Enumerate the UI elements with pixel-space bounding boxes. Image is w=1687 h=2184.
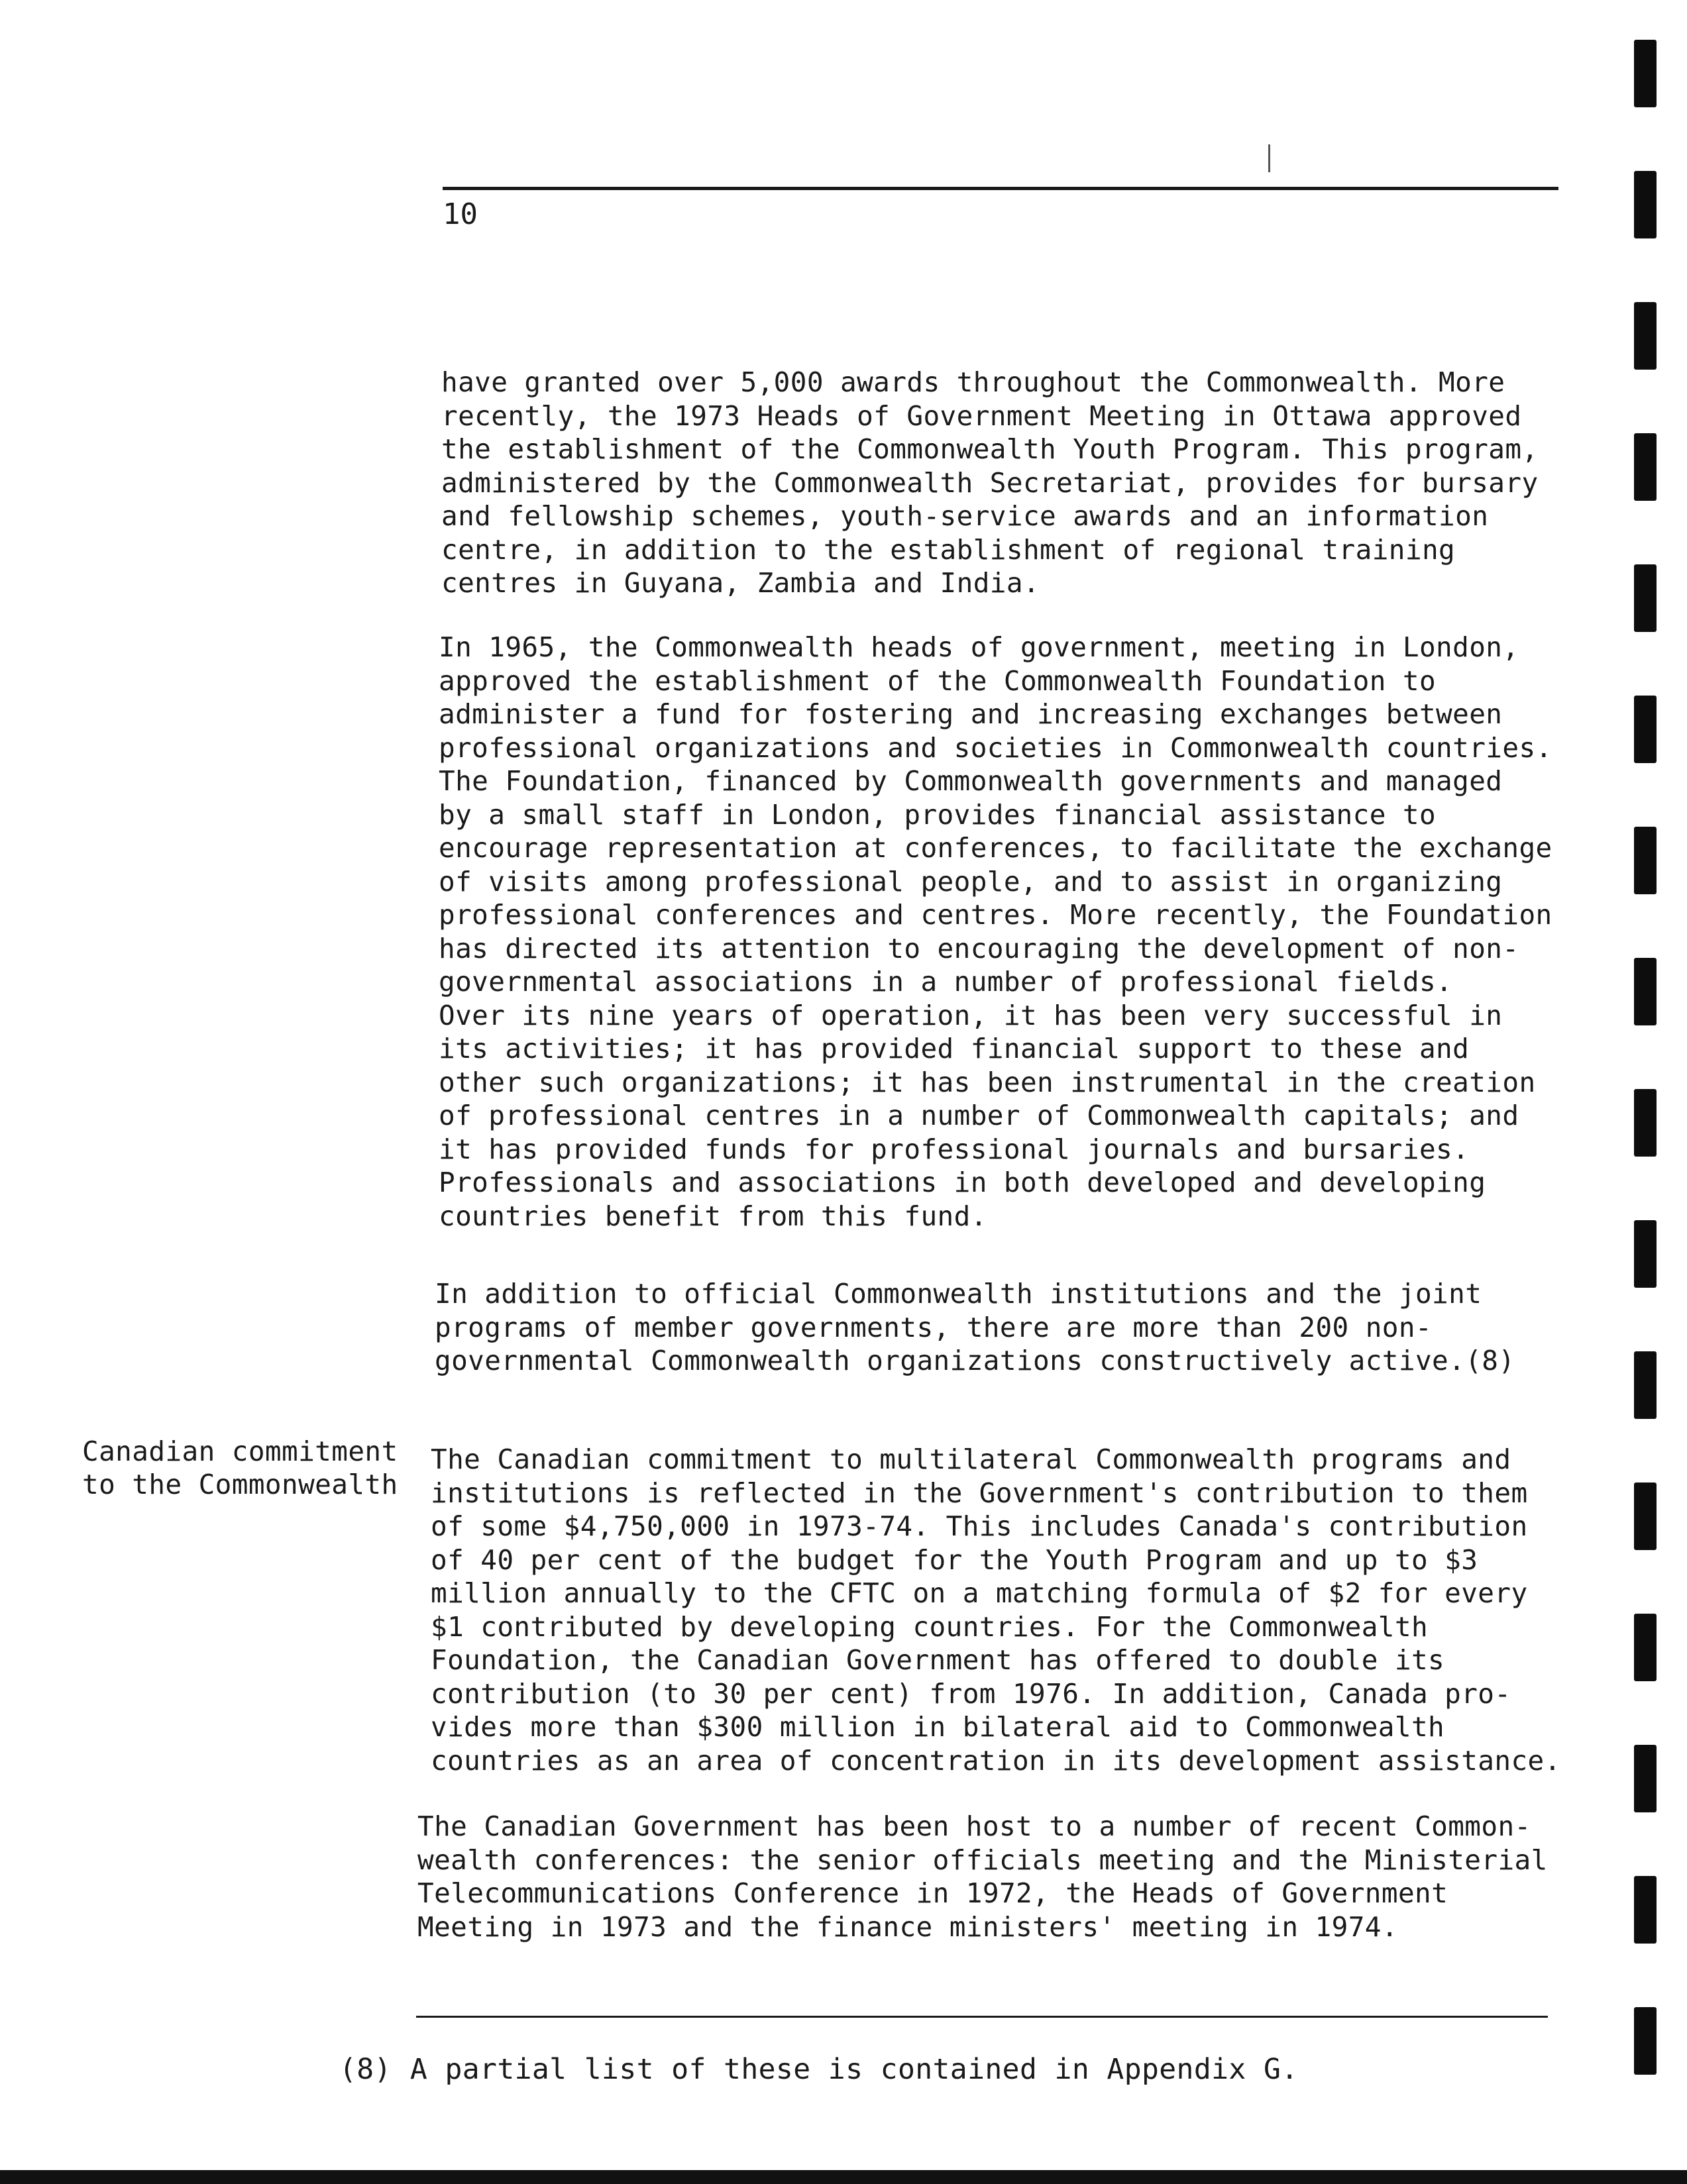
text-line: governmental associations in a number of professional fields. xyxy=(439,966,1453,998)
text-line: countries as an area of concentration in its development assistance. xyxy=(431,1744,1561,1777)
text-line: of 40 per cent of the budget for the Youth Program and up to $3 xyxy=(431,1543,1478,1576)
binding-hole xyxy=(1634,696,1657,763)
footnote-rule xyxy=(416,2016,1548,2018)
margin-note-line: Canadian commitment xyxy=(82,1435,398,1467)
text-line: recently, the 1973 Heads of Government Meeting in Ottawa approved xyxy=(441,399,1522,432)
text-line: contribution (to 30 per cent) from 1976. In addition, Canada pro- xyxy=(431,1677,1511,1710)
text-line: approved the establishment of the Commonwealth Foundation to xyxy=(439,664,1437,697)
text-line: administered by the Commonwealth Secretariat, provides for bursary xyxy=(441,466,1539,499)
binding-hole xyxy=(1634,1614,1657,1681)
binding-hole xyxy=(1634,433,1657,501)
binding-hole xyxy=(1634,1876,1657,1944)
text-line: by a small staff in London, provides financial assistance to xyxy=(439,798,1437,831)
binding-hole xyxy=(1634,40,1657,107)
binding-hole xyxy=(1634,1089,1657,1157)
text-line: million annually to the CFTC on a matching formula of $2 for every xyxy=(431,1577,1528,1609)
text-line: administer a fund for fostering and increasing exchanges between xyxy=(439,698,1503,730)
footnote xyxy=(339,2051,1299,2088)
binding-hole xyxy=(1634,2007,1657,2075)
text-line: wealth conferences: the senior officials meeting and the Ministerial xyxy=(417,1844,1548,1876)
text-line: In 1965, the Commonwealth heads of government, meeting in London, xyxy=(439,631,1519,663)
text-line: has directed its attention to encouraging the development of non- xyxy=(439,932,1519,964)
text-line: centre, in addition to the establishment of regional training xyxy=(441,533,1456,566)
text-line: Professionals and associations in both developed and developing xyxy=(439,1167,1486,1198)
footnote-text: A partial list of these is contained in Appendix G. xyxy=(409,2053,1299,2086)
paragraph-commonwealth-foundation xyxy=(439,631,1552,1233)
text-line: it has provided funds for professional journals and bursaries. xyxy=(439,1133,1470,1165)
text-line: countries benefit from this fund. xyxy=(439,1200,987,1232)
binding-hole xyxy=(1634,958,1657,1025)
text-line: Meeting in 1973 and the finance ministers' meeting in 1974. xyxy=(417,1910,1398,1943)
text-line: The Foundation, financed by Commonwealth governments and managed xyxy=(439,765,1503,797)
text-line: Over its nine years of operation, it has been very successful in xyxy=(439,999,1503,1031)
text-line: governmental Commonwealth organizations constructively active.(8) xyxy=(435,1345,1515,1377)
text-line: have granted over 5,000 awards throughout the Commonwealth. More xyxy=(441,366,1505,398)
text-line: other such organizations; it has been instrumental in the creation xyxy=(439,1066,1536,1098)
paragraph-youth-program xyxy=(441,366,1539,600)
binding-hole xyxy=(1634,1482,1657,1550)
text-line: of professional centres in a number of Commonwealth capitals; and xyxy=(439,1100,1519,1131)
header-rule xyxy=(443,187,1558,190)
text-line: encourage representation at conferences, to facilitate the exchange xyxy=(439,832,1552,864)
footnote-marker: (8) xyxy=(339,2053,392,2086)
text-line: of some $4,750,000 in 1973-74. This includes Canada's contribution xyxy=(431,1510,1528,1542)
paragraph-canadian-commitment xyxy=(431,1443,1561,1777)
binding-hole xyxy=(1634,564,1657,632)
text-line: The Canadian commitment to multilateral Commonwealth programs and xyxy=(431,1443,1511,1475)
text-line: the establishment of the Commonwealth Youth Program. This program, xyxy=(441,433,1539,465)
margin-note-canadian-commitment xyxy=(82,1435,398,1501)
text-line: and fellowship schemes, youth-service awards and an information xyxy=(441,500,1489,532)
text-line: professional conferences and centres. More recently, the Foundation xyxy=(439,899,1552,931)
binding-hole xyxy=(1634,171,1657,238)
binding-hole xyxy=(1634,1745,1657,1812)
text-line: Telecommunications Conference in 1972, the Heads of Government xyxy=(417,1877,1448,1909)
text-line: $1 contributed by developing countries. For the Commonwealth xyxy=(431,1610,1429,1643)
text-line: institutions is reflected in the Government's contribution to them xyxy=(431,1477,1528,1509)
paragraph-non-governmental-organizations xyxy=(435,1277,1515,1378)
binding-hole xyxy=(1634,827,1657,894)
page-number: 10 xyxy=(443,197,478,231)
binding-hole xyxy=(1634,1351,1657,1419)
paragraph-canadian-host-conferences xyxy=(417,1810,1548,1944)
scan-bottom-edge xyxy=(0,2170,1687,2184)
text-line: professional organizations and societies in Commonwealth countries. xyxy=(439,731,1552,764)
text-line: of visits among professional people, and to assist in organizing xyxy=(439,865,1503,898)
margin-note-line: to the Commonwealth xyxy=(82,1469,398,1500)
text-line: vides more than $300 million in bilateral aid to Commonwealth xyxy=(431,1711,1445,1743)
text-line: centres in Guyana, Zambia and India. xyxy=(441,567,1040,599)
crop-mark xyxy=(1268,144,1270,172)
binding-holes xyxy=(1634,40,1660,2133)
binding-hole xyxy=(1634,302,1657,370)
text-line: The Canadian Government has been host to a number of recent Common- xyxy=(417,1810,1531,1842)
text-line: In addition to official Commonwealth institutions and the joint xyxy=(435,1278,1482,1310)
text-line: programs of member governments, there are more than 200 non- xyxy=(435,1311,1433,1343)
binding-hole xyxy=(1634,1220,1657,1288)
text-line: Foundation, the Canadian Government has offered to double its xyxy=(431,1644,1445,1676)
text-line: its activities; it has provided financial support to these and xyxy=(439,1033,1470,1065)
